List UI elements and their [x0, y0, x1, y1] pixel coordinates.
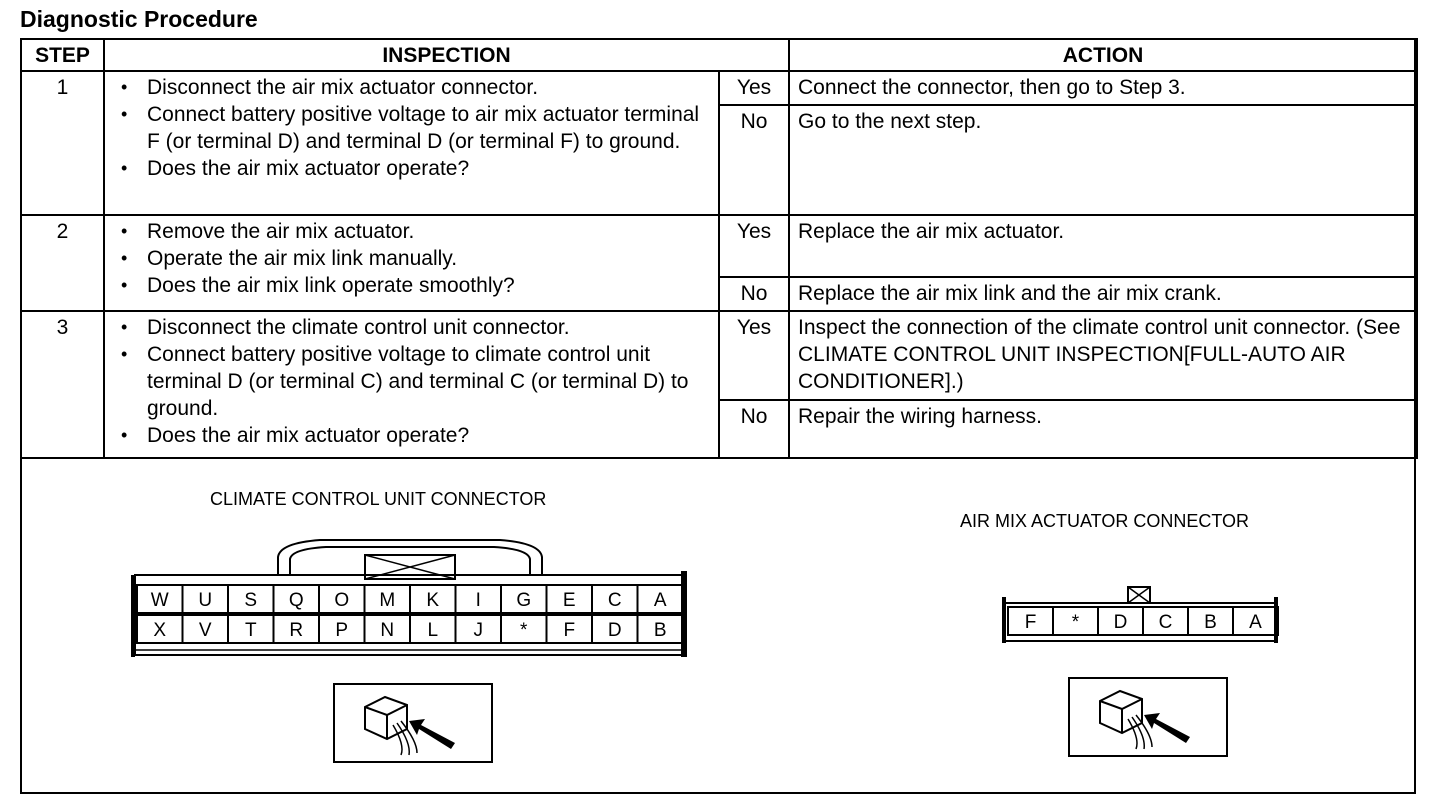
step-number: 2 — [21, 215, 104, 311]
harness-side-connector-icon — [335, 685, 491, 761]
no-label: No — [719, 400, 789, 458]
climate-connector-diagram — [130, 535, 690, 660]
terminal-label: B — [653, 620, 667, 641]
no-label: No — [719, 277, 789, 311]
yes-label: Yes — [719, 311, 789, 400]
no-action: Go to the next step. — [789, 105, 1417, 215]
inspection-item: • Does the air mix actuator operate? — [115, 422, 712, 449]
terminal-label: N — [380, 620, 395, 641]
terminal-label: A — [1249, 612, 1262, 633]
yes-label: Yes — [719, 71, 789, 105]
air-mix-connector-diagram — [1000, 583, 1285, 645]
terminal-label: F — [563, 620, 576, 641]
inspection-list — [115, 74, 712, 182]
terminal-label: J — [473, 620, 483, 641]
terminal-label: * — [520, 620, 528, 641]
terminal-label: L — [427, 620, 439, 641]
terminal-label: P — [335, 620, 349, 641]
terminal-label: W — [150, 590, 169, 611]
terminal-label: K — [426, 590, 440, 611]
table-row — [21, 311, 1417, 400]
step-number: 3 — [21, 311, 104, 458]
terminal-label: * — [1071, 612, 1080, 633]
terminal-label: I — [475, 590, 481, 611]
inspection-item: • Disconnect the air mix actuator connector. — [115, 74, 712, 101]
terminal-label: T — [244, 620, 257, 641]
terminal-label: Q — [288, 590, 304, 611]
header-inspection: INSPECTION — [104, 39, 789, 71]
yes-action: Inspect the connection of the climate control unit connector. (See CLIMATE CONTROL UNIT INSPECTION[FULL-AUTO AIR CONDITIONER].) — [789, 311, 1417, 400]
terminal-label: G — [516, 590, 532, 611]
inspection-item: • Disconnect the climate control unit connector. — [115, 314, 712, 341]
inspection-list — [115, 314, 712, 449]
inspection-cell — [104, 71, 719, 215]
inspection-item: • Connect battery positive voltage to climate control unit terminal D (or terminal C) and terminal C (or terminal D) to ground. — [115, 341, 712, 422]
terminal-label: R — [289, 620, 304, 641]
header-step: STEP — [21, 39, 104, 71]
terminal-label: B — [1204, 612, 1217, 633]
harness-side-connector-icon — [1070, 679, 1226, 755]
inspection-list — [115, 218, 712, 299]
inspection-item: • Connect battery positive voltage to air mix actuator terminal F (or terminal D) and terminal D (or terminal F) to ground. — [115, 101, 712, 155]
inspection-item: • Does the air mix link operate smoothly? — [115, 272, 712, 299]
table-row — [21, 215, 1417, 277]
inspection-item: • Operate the air mix link manually. — [115, 245, 712, 272]
terminal-label: U — [198, 590, 213, 611]
terminal-label: V — [198, 620, 212, 641]
yes-action: Connect the connector, then go to Step 3. — [789, 71, 1417, 105]
climate-connector-caption: CLIMATE CONTROL UNIT CONNECTOR — [210, 489, 547, 509]
terminal-label: S — [244, 590, 258, 611]
page-title: Diagnostic Procedure — [20, 6, 258, 32]
terminal-label: D — [607, 620, 622, 641]
diagnostic-table — [20, 38, 1418, 459]
terminal-label: M — [379, 590, 396, 611]
step-number: 1 — [21, 71, 104, 215]
terminal-label: X — [153, 620, 167, 641]
table-row — [21, 71, 1417, 105]
terminal-label: F — [1024, 612, 1037, 633]
terminal-label: C — [607, 590, 622, 611]
no-action: Repair the wiring harness. — [789, 400, 1417, 458]
yes-label: Yes — [719, 215, 789, 277]
terminal-label: D — [1113, 612, 1128, 633]
table-header-row — [21, 39, 1417, 71]
inspection-cell — [104, 311, 719, 458]
terminal-label: O — [334, 590, 350, 611]
terminal-label: E — [562, 590, 576, 611]
header-action: ACTION — [789, 39, 1417, 71]
no-label: No — [719, 105, 789, 215]
inspection-item: • Does the air mix actuator operate? — [115, 155, 712, 182]
terminal-label: A — [653, 590, 667, 611]
inspection-item: • Remove the air mix actuator. — [115, 218, 712, 245]
air-mix-connector-caption: AIR MIX ACTUATOR CONNECTOR — [960, 511, 1250, 531]
climate-harness-view-box — [333, 683, 493, 763]
terminal-label: C — [1158, 612, 1173, 633]
air-mix-harness-view-box — [1068, 677, 1228, 757]
inspection-cell — [104, 215, 719, 311]
yes-action: Replace the air mix actuator. — [789, 215, 1417, 277]
no-action: Replace the air mix link and the air mix crank. — [789, 277, 1417, 311]
